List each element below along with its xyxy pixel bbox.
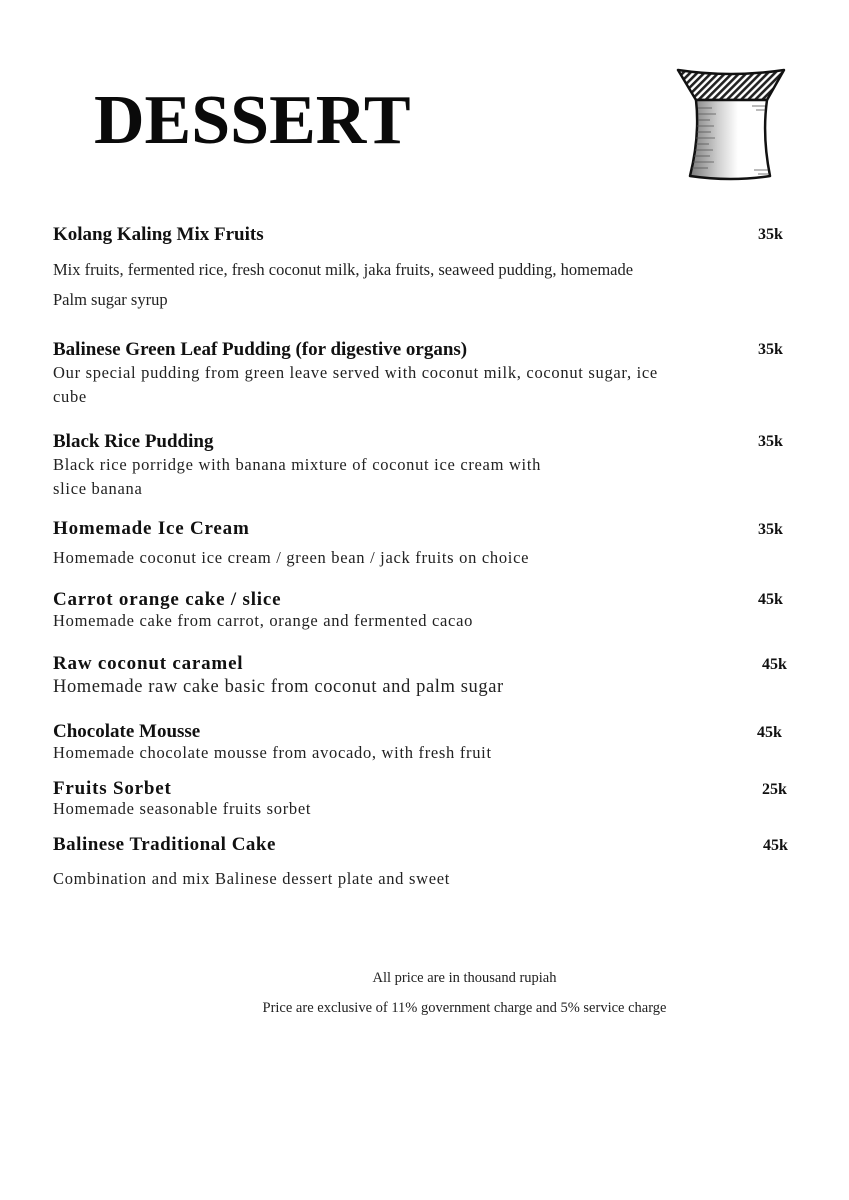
dessert-cup-icon [674, 66, 788, 186]
item-description-line: Homemade seasonable fruits sorbet [53, 799, 312, 818]
item-name: Homemade Ice Cream [53, 518, 250, 539]
item-name: Fruits Sorbet [53, 778, 172, 799]
item-name: Chocolate Mousse [53, 721, 201, 742]
item-description-line: slice banana [53, 479, 143, 498]
item-price: 25k [762, 781, 787, 798]
item-description-line: cube [53, 387, 87, 406]
item-price: 45k [763, 837, 788, 854]
item-description-line: Homemade chocolate mousse from avocado, with fresh fruit [53, 743, 492, 762]
item-description-line: Combination and mix Balinese dessert plate and sweet [53, 869, 451, 888]
item-description-line: Homemade cake from carrot, orange and fermented cacao [53, 611, 474, 630]
item-price: 35k [758, 341, 783, 358]
item-name: Raw coconut caramel [53, 653, 244, 674]
item-name: Black Rice Pudding [53, 431, 214, 452]
menu-item [53, 224, 849, 315]
menu-item [53, 653, 849, 699]
menu-item [53, 431, 849, 501]
item-price: 45k [762, 656, 787, 673]
item-price: 35k [758, 521, 783, 538]
menu-item [53, 778, 849, 818]
item-price: 45k [758, 591, 783, 608]
menu-item [53, 721, 849, 763]
item-name: Kolang Kaling Mix Fruits [53, 224, 264, 245]
charges-note: Price are exclusive of 11% government charge and 5% service charge [262, 1000, 667, 1016]
menu-item [53, 518, 849, 570]
page-title: DESSERT [94, 82, 411, 159]
menu-item [53, 834, 849, 891]
item-name: Balinese Green Leaf Pudding (for digestive organs) [53, 339, 468, 360]
item-name: Carrot orange cake / slice [53, 589, 282, 610]
item-description-line: Homemade coconut ice cream / green bean / jack fruits on choice [53, 548, 530, 567]
item-name: Balinese Traditional Cake [53, 834, 276, 855]
item-description-line: Palm sugar syrup [53, 290, 168, 309]
item-price: 45k [757, 724, 782, 741]
item-price: 35k [758, 433, 783, 450]
item-description-line: Black rice porridge with banana mixture of coconut ice cream with [53, 455, 542, 474]
item-description-line: Homemade raw cake basic from coconut and palm sugar [53, 677, 504, 697]
item-description-line: Our special pudding from green leave served with coconut milk, coconut sugar, ice [53, 363, 658, 382]
menu-item [53, 339, 849, 409]
item-description-line: Mix fruits, fermented rice, fresh coconut milk, jaka fruits, seaweed pudding, homemade [53, 260, 634, 279]
menu-item [53, 589, 849, 631]
currency-note: All price are in thousand rupiah [372, 970, 557, 986]
item-price: 35k [758, 226, 783, 243]
